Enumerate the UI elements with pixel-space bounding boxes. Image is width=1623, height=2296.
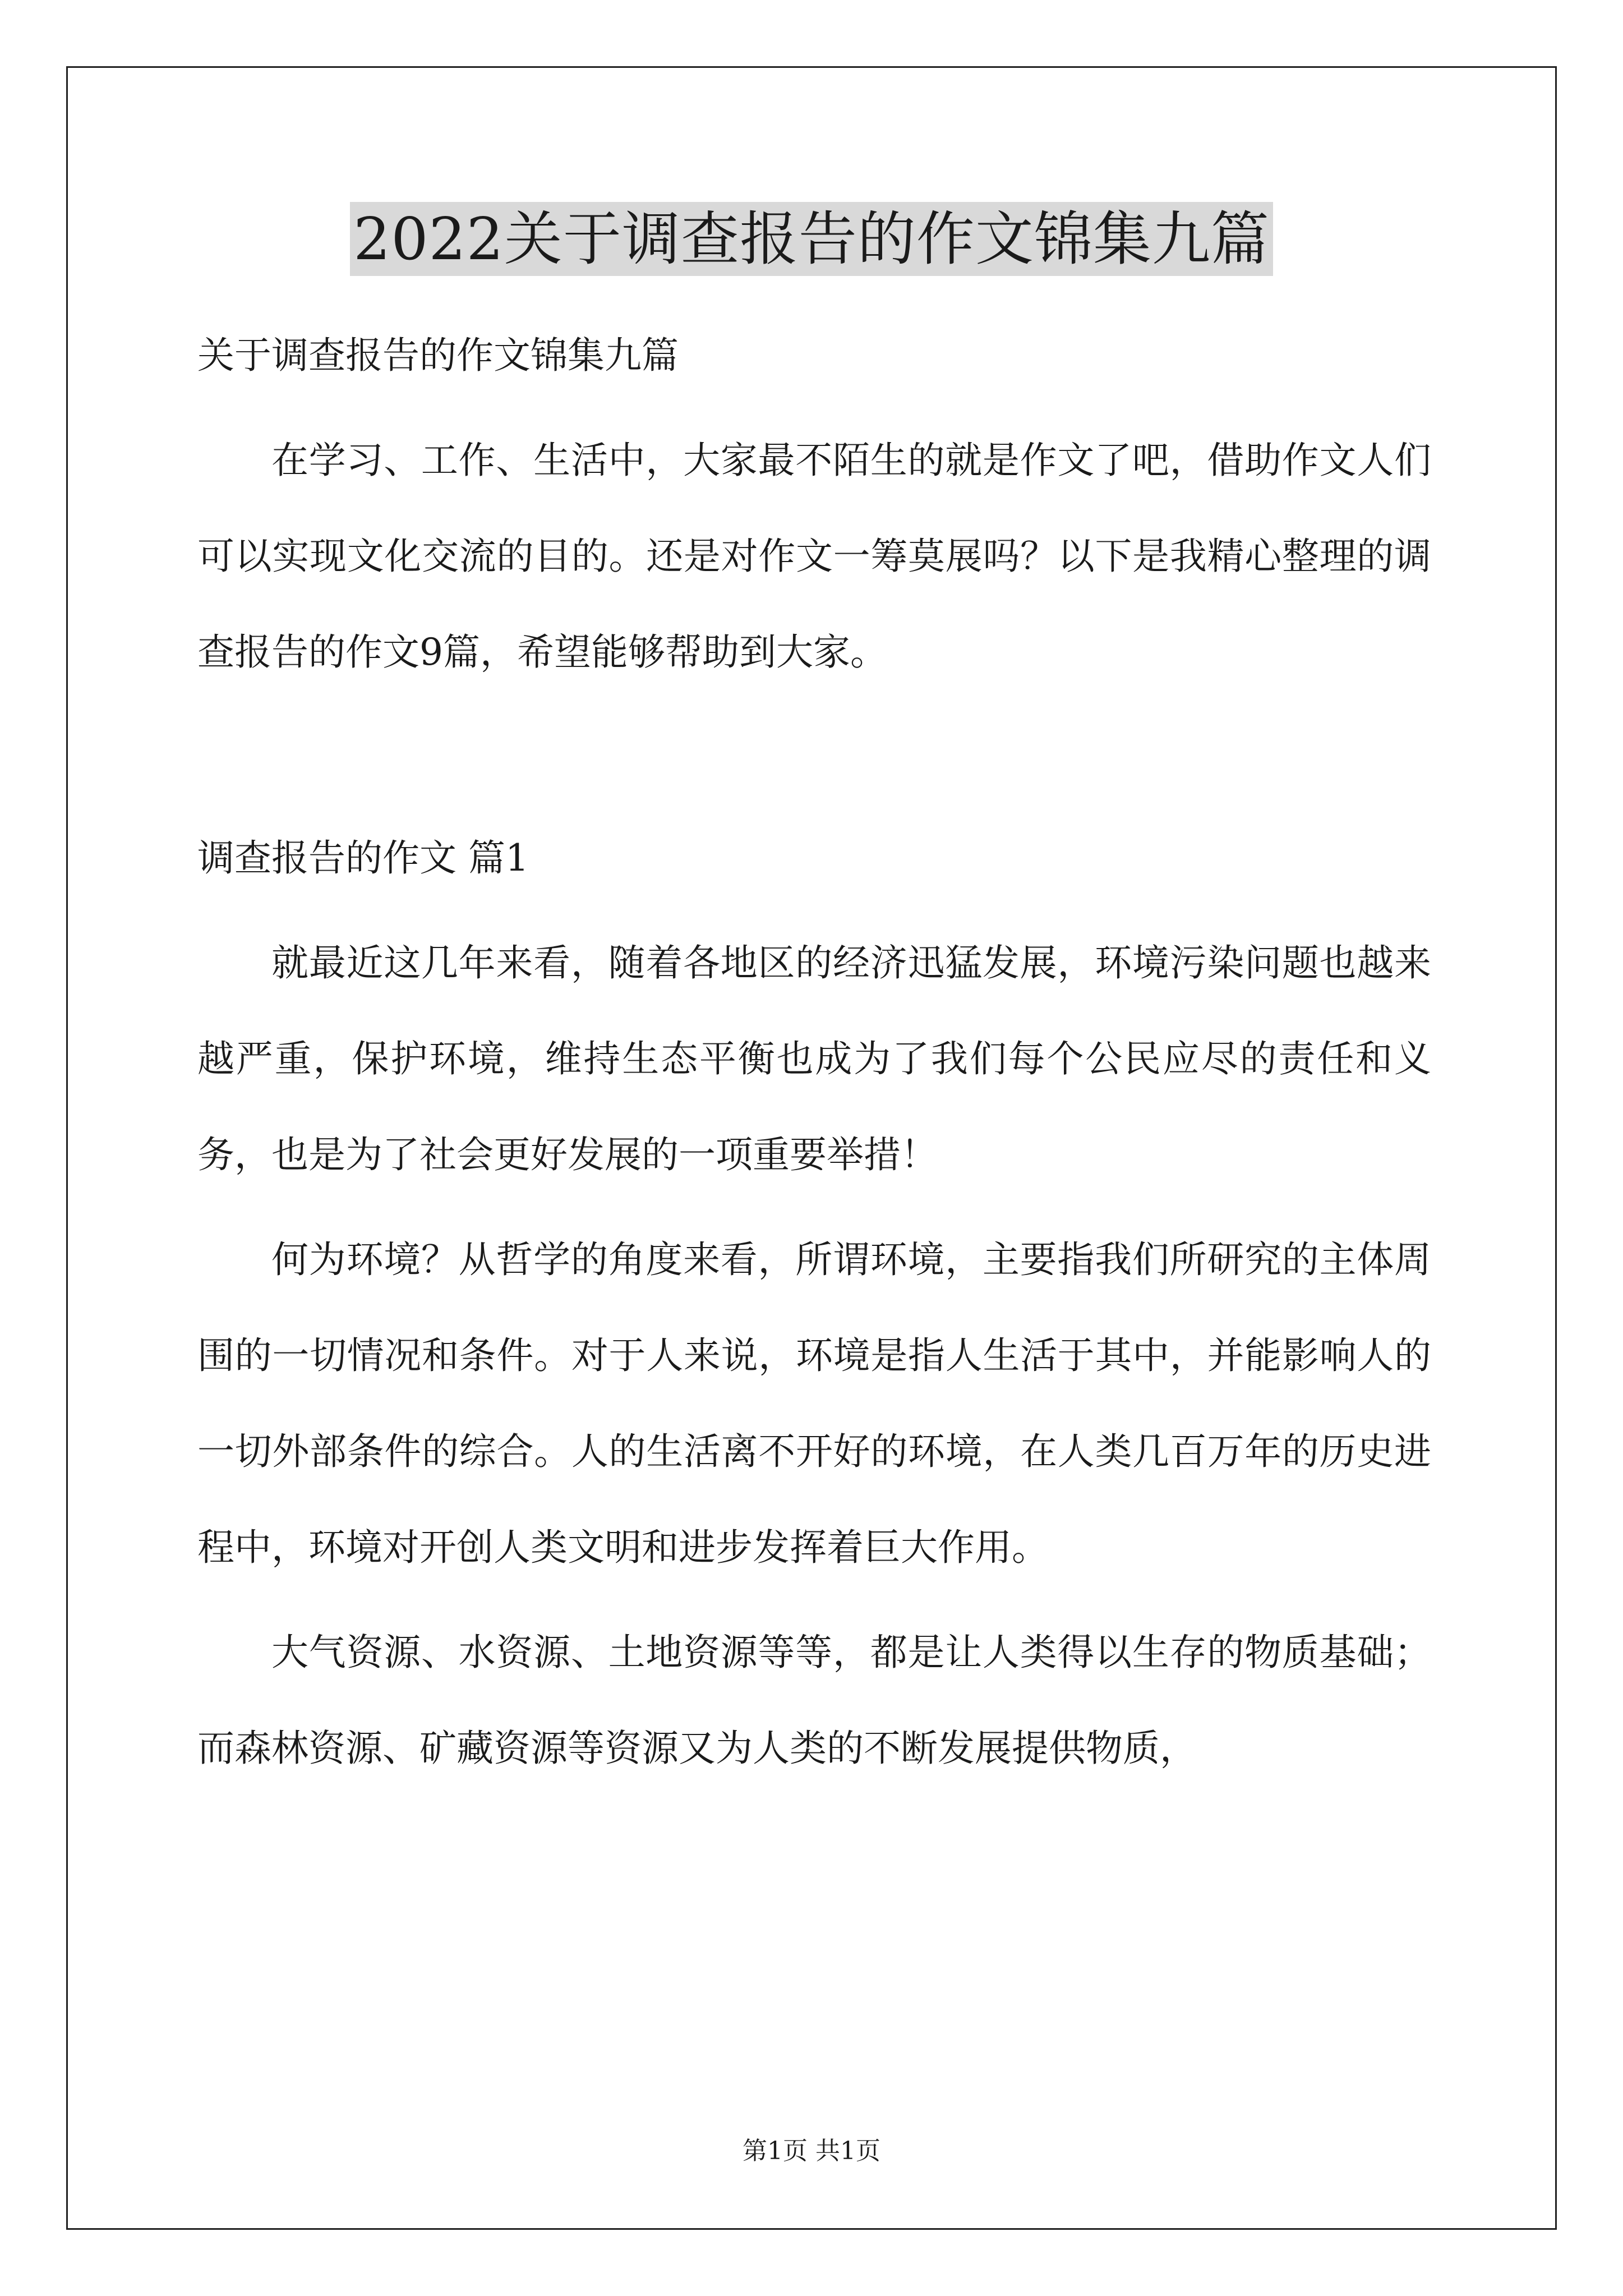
body-paragraph: 就最近这几年来看，随着各地区的经济迅猛发展，环境污染问题也越来越严重，保护环境，维持生态平衡也成为了我们每个公民应尽的责任和义务，也是为了社会更好发展的一项重要举措！	[197, 941, 1431, 1176]
page-footer: 第1页 共1页	[743, 2137, 880, 2165]
body-paragraph: 大气资源、水资源、土地资源等等，都是让人类得以生存的物质基础；而森林资源、矿藏资源等资源又为人类的不断发展提供物质，	[197, 1631, 1431, 1770]
spacer	[197, 403, 1431, 412]
spacer	[197, 1595, 1431, 1604]
spacer	[197, 700, 1431, 810]
spacer	[197, 906, 1431, 915]
body-paragraph: 何为环境？从哲学的角度来看，所谓环境，主要指我们所研究的主体周围的一切情况和条件。对于人来说，环境是指人生活于其中，并能影响人的一切外部条件的综合。人的生活离不开好的环境，在人类几百万年的历史进程中，环境对开创人类文明和进步发挥着巨大作用。	[197, 1238, 1431, 1569]
document-body	[197, 307, 1431, 1796]
section-heading: 调查报告的作文 篇1	[197, 836, 529, 880]
document-subtitle: 关于调查报告的作文锦集九篇	[197, 334, 679, 377]
document-title: 2022关于调查报告的作文锦集九篇	[350, 202, 1273, 276]
title-container	[0, 202, 1623, 276]
intro-paragraph: 在学习、工作、生活中，大家最不陌生的就是作文了吧，借助作文人们可以实现文化交流的目的。还是对作文一筹莫展吗？以下是我精心整理的调查报告的作文9篇，希望能够帮助到大家。	[197, 439, 1431, 674]
spacer	[197, 1203, 1431, 1212]
